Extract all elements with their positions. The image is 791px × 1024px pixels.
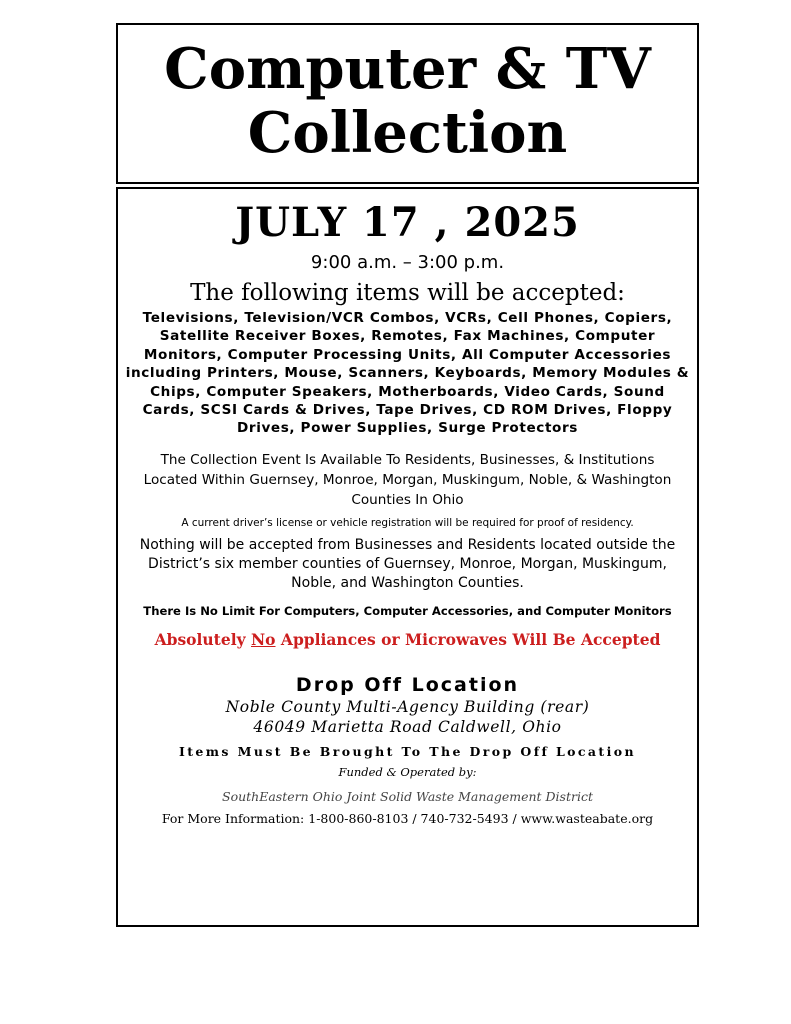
drop-off-heading: Drop Off Location xyxy=(295,673,520,696)
funded-by-label: Funded & Operated by: xyxy=(338,764,477,779)
district-name: SouthEastern Ohio Joint Solid Waste Management District xyxy=(222,788,593,804)
accepted-items-list: Televisions, Television/VCR Combos, VCRs, Cell Phones, Copiers, Satellite Receiver Boxes, Remotes, Fax Machines, Computer Monitors, Computer Processing Units, All Computer Accessories including Printers, Mouse, Scanners, Keyboards, Memory Modules & Chips, Computer Speakers, Motherboards, Video Cards, Sound Cards, SCSI Cards & Drives, Tape Drives, CD ROM Drives, Floppy Drives, Power Supplies, Surge Protectors xyxy=(125,310,690,437)
accepted-items-heading: The following items will be accepted: xyxy=(190,280,625,306)
drop-off-street: 46049 Marietta Road Caldwell, Ohio xyxy=(253,717,562,736)
event-time: 9:00 a.m. – 3:00 p.m. xyxy=(310,252,505,273)
eligibility-text: The Collection Event Is Available To Residents, Businesses, & Institutions Located Within Guernsey, Monroe, Morgan, Muskingum, Noble, & Washington Counties In Ohio xyxy=(143,451,672,508)
title-line-2: Collection xyxy=(247,100,568,166)
warning-emphasis: No xyxy=(251,629,276,649)
details-box xyxy=(116,187,699,927)
event-date: JULY 17 , 2025 xyxy=(235,199,580,246)
drop-off-building: Noble County Multi-Agency Building (rear) xyxy=(225,697,590,716)
title-box xyxy=(116,23,699,184)
title-line-1: Computer & TV xyxy=(164,36,651,102)
page-title xyxy=(118,25,697,165)
contact-info: For More Information: 1-800-860-8103 / 740-732-5493 / www.wasteabate.org xyxy=(161,810,654,826)
outside-district-notice: Nothing will be accepted from Businesses and Residents located outside the District’s six member counties of Guernsey, Monroe, Morgan, Muskingum, Noble, and Washington Counties. xyxy=(139,536,676,591)
warning-suffix: Appliances or Microwaves Will Be Accepted xyxy=(275,629,661,649)
no-appliances-warning xyxy=(118,629,697,651)
no-limit-notice: There Is No Limit For Computers, Computer Accessories, and Computer Monitors xyxy=(143,603,672,618)
drop-off-instruction: Items Must Be Brought To The Drop Off Location xyxy=(179,743,636,759)
residency-proof-note: A current driver’s license or vehicle registration will be required for proof of residency. xyxy=(181,516,634,529)
details-content xyxy=(118,199,697,829)
warning-prefix: Absolutely xyxy=(154,629,251,649)
